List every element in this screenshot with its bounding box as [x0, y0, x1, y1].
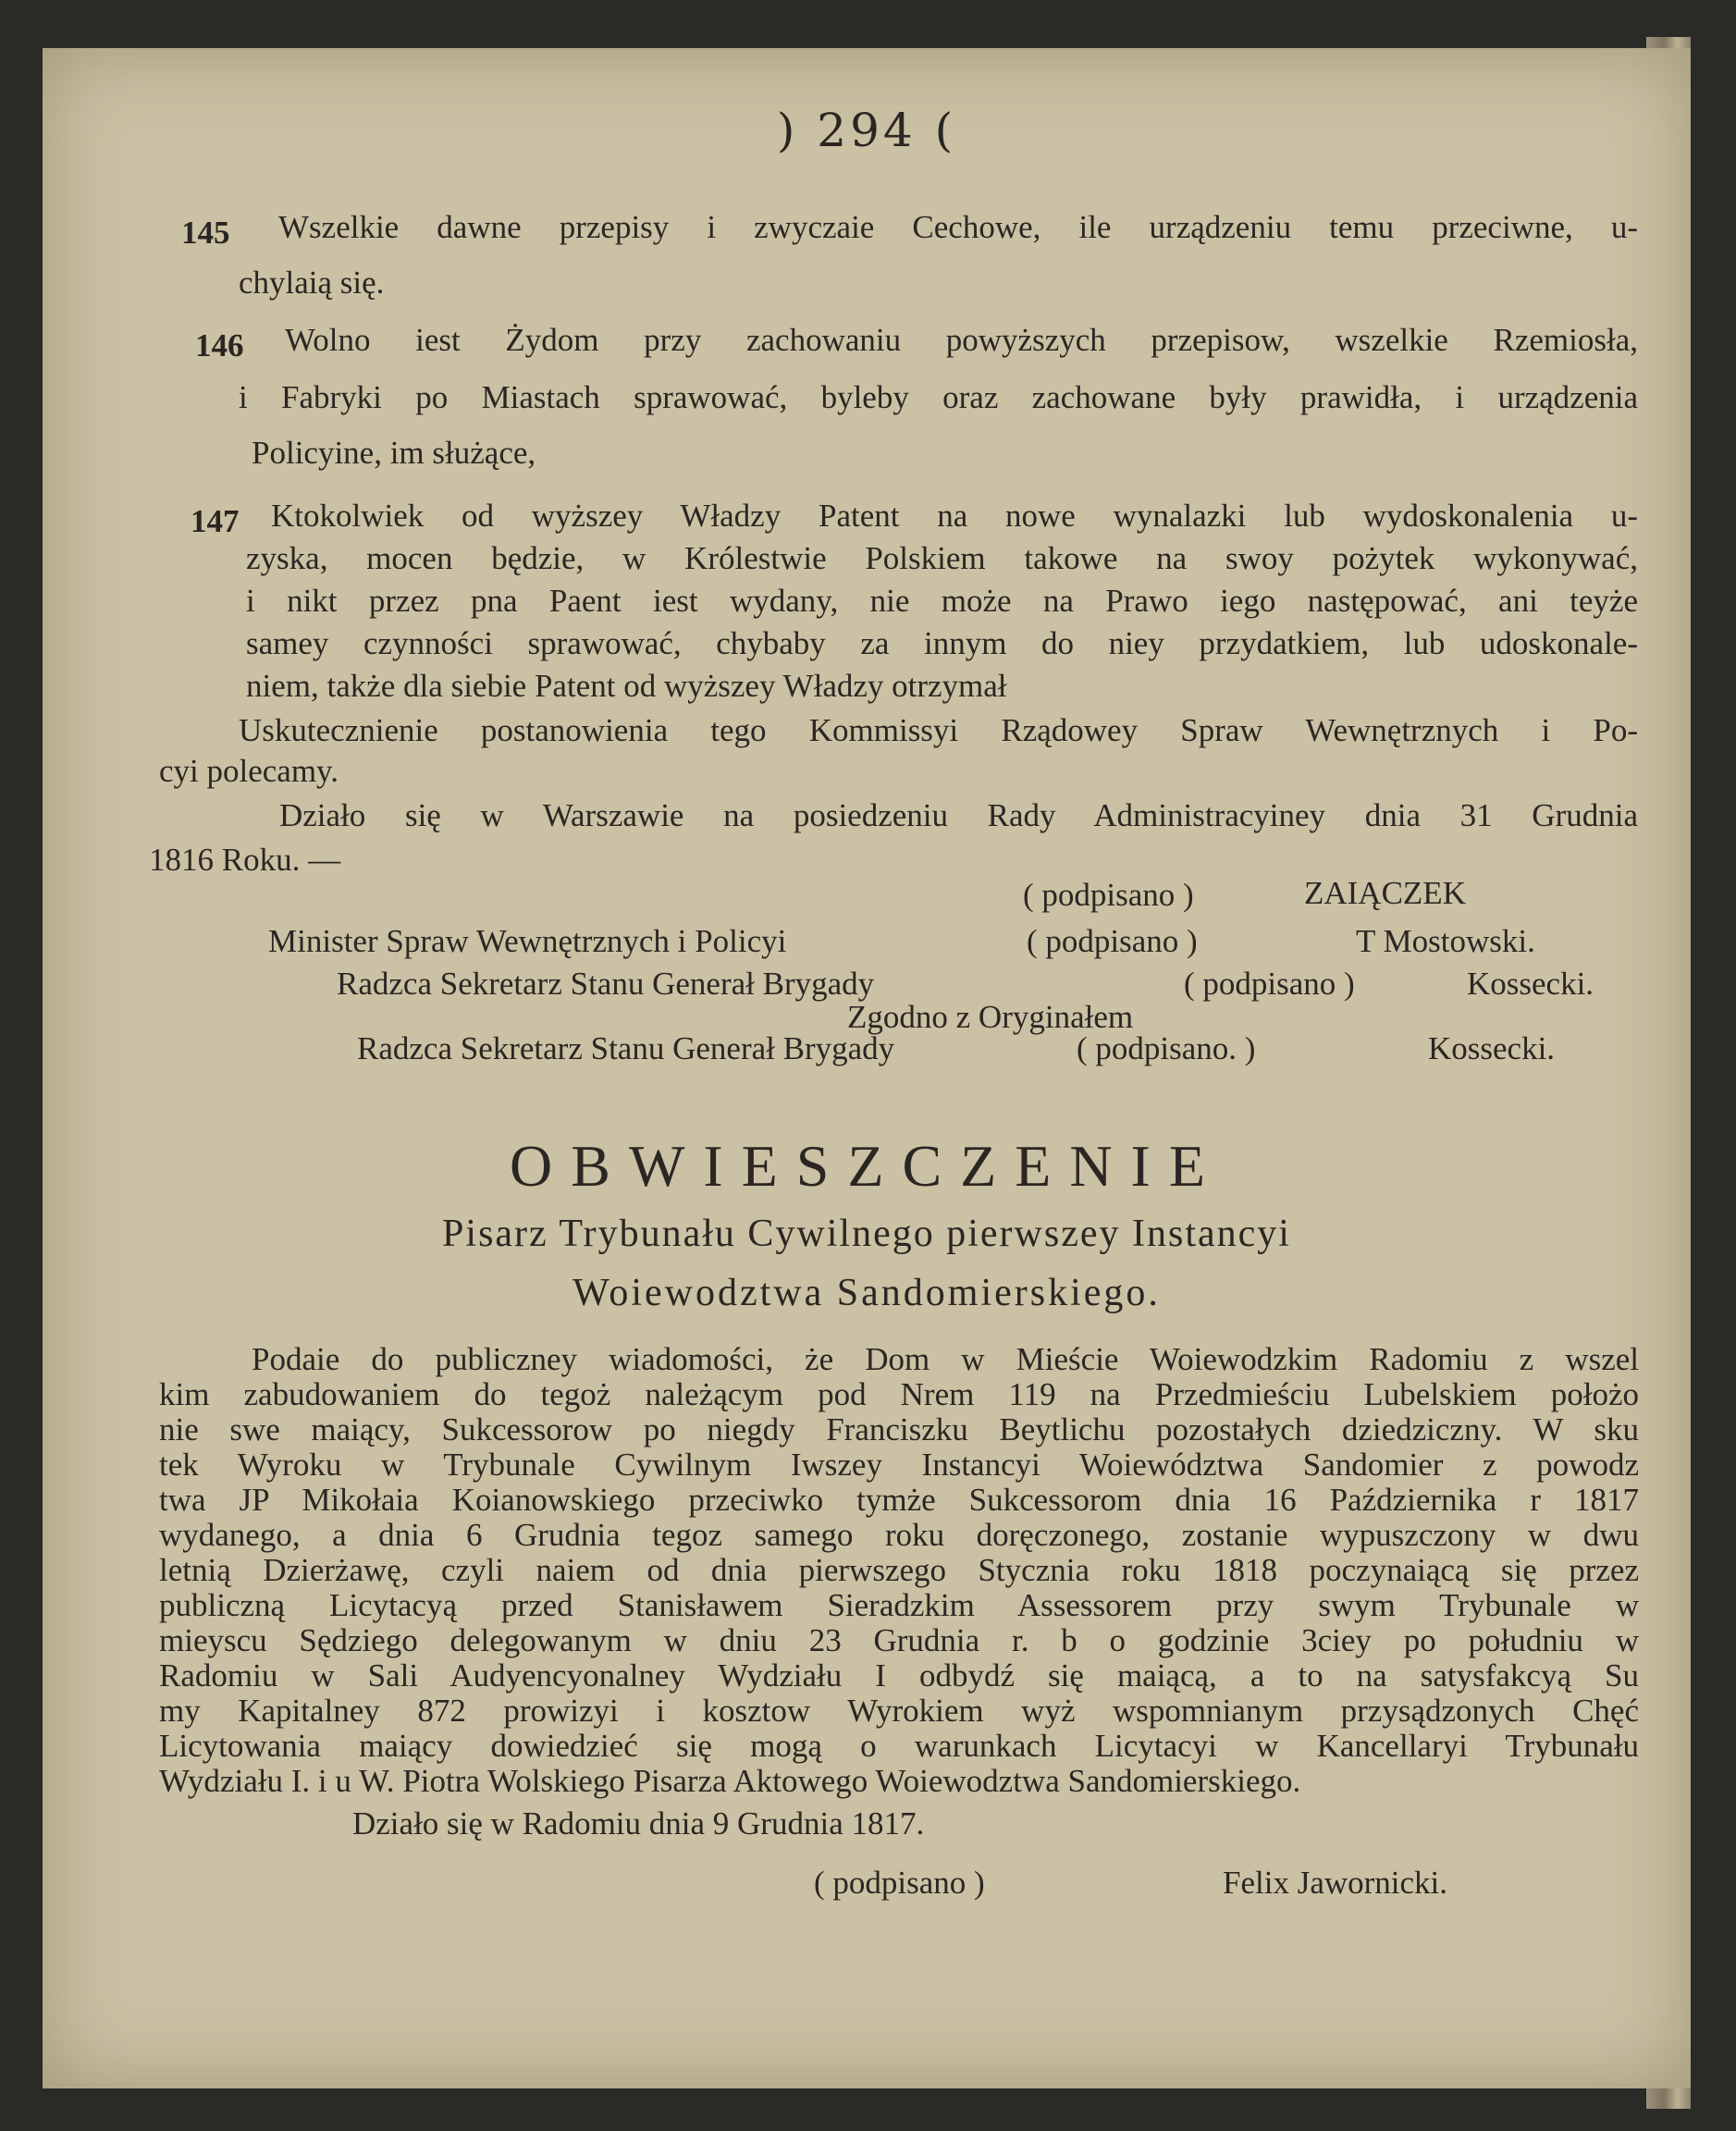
notice-line: nie swe maiący, Sukcessorow po niegdy Franciszku Beytlichu pozostałych dziedziczny. W sku: [159, 1411, 1639, 1447]
zgodno-line: Zgodno z Oryginałem: [847, 999, 1134, 1035]
item-number: 146: [195, 327, 244, 363]
item-number: 147: [191, 503, 240, 539]
signature-name: T Mostowski.: [1356, 923, 1535, 959]
text-line: i nikt przez pna Paent iest wydany, nie może na Prawo iego następować, ani teyże: [246, 583, 1638, 619]
notice-signer: Felix Jawornicki.: [1223, 1865, 1448, 1901]
text-line: Wolno iest Żydom przy zachowaniu powyższych przepisow, wszelkie Rzemiosła,: [285, 322, 1638, 358]
signature-podpisano: ( podpisano ): [1023, 877, 1194, 913]
signature-title: Minister Spraw Wewnętrznych i Policyi: [268, 923, 787, 959]
document-page: [43, 48, 1691, 2088]
signature-name: ZAIĄCZEK: [1304, 875, 1466, 911]
page-number: ) 294 (: [776, 104, 957, 157]
notice-line: publiczną Licytacyą przed Stanisławem Sieradzkim Assessorem przy swym Trybunale w: [159, 1587, 1639, 1623]
notice-line: my Kapitalney 872 prowizyi i kosztow Wyrokiem wyż wspomnianym przysądzonych Chęć: [159, 1693, 1639, 1729]
text-line: Ktokolwiek od wyższey Władzy Patent na nowe wynalazki lub wydoskonalenia u-: [271, 498, 1638, 534]
notice-line: Radomiu w Sali Audyencyonalney Wydziału I odbydź się maiącą, a to na satysfakcyą Su: [159, 1657, 1639, 1694]
signature-name: Kossecki.: [1467, 966, 1594, 1002]
text-line: Uskutecznienie postanowienia tego Kommissyi Rządowey Spraw Wewnętrznych i Po-: [239, 712, 1638, 748]
signature-podpisano: ( podpisano ): [1184, 966, 1355, 1002]
text-line: Działo się w Warszawie na posiedzeniu Rady Administracyiney dnia 31 Grudnia: [279, 797, 1638, 833]
signature-title: Radzca Sekretarz Stanu Generał Brygady: [337, 966, 875, 1002]
text-line: Wszelkie dawne przepisy i zwyczaie Cechowe, ile urządzeniu temu przeciwne, u-: [278, 209, 1638, 245]
notice-line: Wydziału I. i u W. Piotra Wolskiego Pisarza Aktowego Woiewodztwa Sandomierskiego.: [159, 1763, 1301, 1799]
item-number: 145: [181, 215, 230, 251]
notice-line: kim zabudowaniem do tegoż należącym pod Nrem 119 na Przedmieściu Lubelskiem położo: [159, 1376, 1639, 1412]
notice-line: twa JP Mikołaia Koianowskiego przeciwko tymże Sukcessorom dnia 16 Października r 1817: [159, 1482, 1639, 1518]
notice-subtitle: Woiewodztwa Sandomierskiego.: [573, 1272, 1161, 1314]
signature-name: Kossecki.: [1428, 1030, 1556, 1066]
signature-podpisano: ( podpisano. ): [1077, 1030, 1256, 1066]
text-line: samey czynności sprawować, chybaby za innym do niey przydatkiem, lub udoskonale-: [246, 625, 1638, 661]
notice-dated: Działo się w Radomiu dnia 9 Grudnia 1817.: [352, 1805, 925, 1842]
notice-podpisano: ( podpisano ): [814, 1865, 985, 1901]
text-line: zyska, mocen będzie, w Królestwie Polskiem takowe na swoy pożytek wykonywać,: [246, 540, 1638, 576]
notice-line: letnią Dzierżawę, czyli naiem od dnia pierwszego Stycznia roku 1818 poczynaiącą się przez: [159, 1552, 1639, 1588]
text-line: cyi polecamy.: [159, 753, 339, 789]
notice-line: tek Wyroku w Trybunale Cywilnym Iwszey Instancyi Woiewództwa Sandomier z powodz: [159, 1447, 1639, 1483]
signature-podpisano: ( podpisano ): [1027, 923, 1198, 959]
notice-line: mieyscu Sędziego delegowanym w dniu 23 Grudnia r. b o godzinie 3ciey po południu w: [159, 1622, 1639, 1658]
notice-subtitle: Pisarz Trybunału Cywilnego pierwszey Instancyi: [442, 1213, 1291, 1255]
text-line: i Fabryki po Miastach sprawować, byleby oraz zachowane były prawidła, i urządzenia: [239, 379, 1638, 415]
notice-line: wydanego, a dnia 6 Grudnia tegoz samego roku doręczonego, zostanie wypuszczony w dwu: [159, 1517, 1639, 1553]
text-line: 1816 Roku. —: [149, 842, 341, 878]
notice-line: Podaie do publiczney wiadomości, że Dom w Mieście Woiewodzkim Radomiu z wszel: [252, 1341, 1639, 1377]
text-line: Policyine, im służące,: [252, 435, 536, 471]
text-line: niem, także dla siebie Patent od wyższey Władzy otrzymał: [246, 668, 1007, 704]
notice-line: Licytowania maiący dowiedzieć się mogą o warunkach Licytacyi w Kancellaryi Trybunału: [159, 1728, 1639, 1764]
signature-title: Radzca Sekretarz Stanu Generał Brygady: [357, 1030, 895, 1066]
text-line: chylaią się.: [239, 265, 385, 301]
page-content: [43, 48, 1691, 2088]
notice-title: OBWIESZCZENIE: [510, 1133, 1224, 1199]
